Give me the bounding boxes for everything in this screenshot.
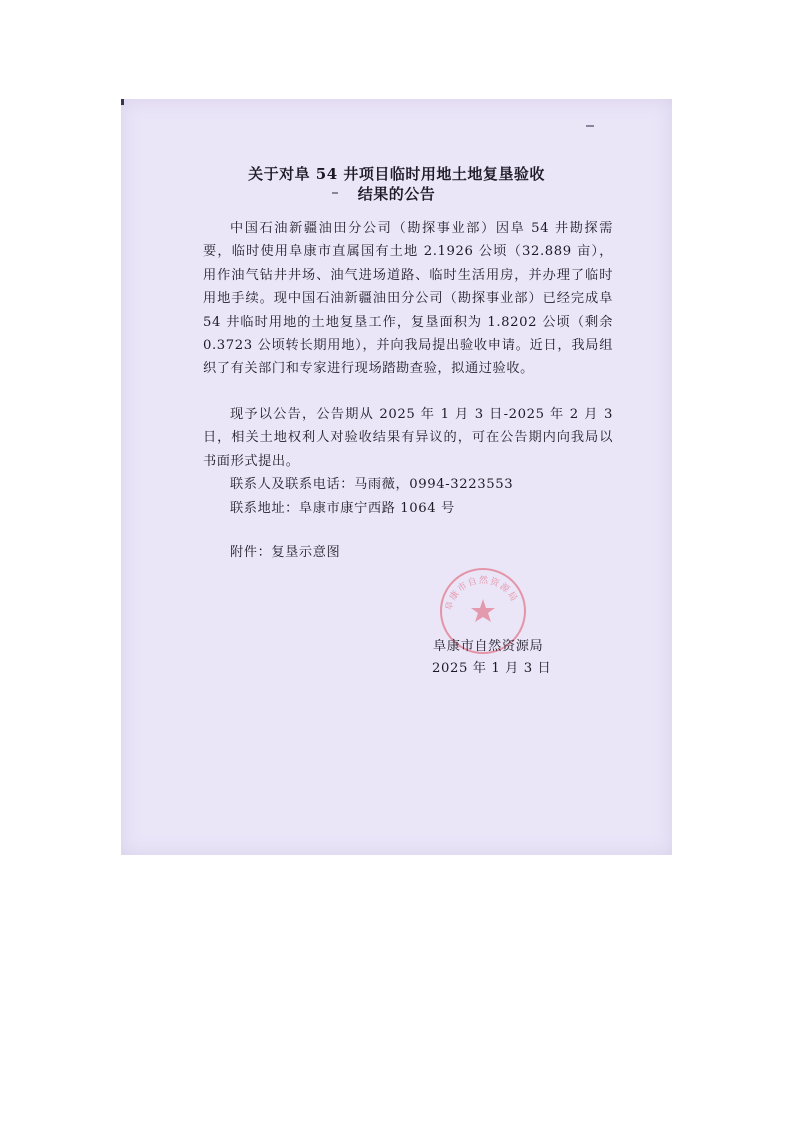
notice-title-line-2: 结果的公告 bbox=[357, 185, 436, 203]
body-paragraph-1: 中国石油新疆油田分公司（勘探事业部）因阜 54 井勘探需要，临时使用阜康市直属国有土地 2.1926 公顷（32.889 亩），用作油气钻井井场、油气进场道路、临时生活用房，并办理了临时用地手续。现中国石油新疆油田分公司（勘探事业部）已经完成阜 54 井临时用地的土地复垦工作，复垦面积为 1.8202 公顷（剩余 0.3723 公顷转长期用地），并向我局提出验收申请。近日，我局组织了有关部门和专家进行现场踏勘查验，拟通过验收。 bbox=[203, 221, 613, 377]
address-line: 联系地址：阜康市康宁西路 1064 号 bbox=[230, 501, 455, 516]
scanned-page bbox=[121, 99, 672, 855]
body-paragraph-2: 现予以公告，公告期从 2025 年 1 月 3 日-2025 年 2 月 3 日，相关土地权利人对验收结果有异议的，可在公告期内向我局以书面形式提出。 bbox=[203, 407, 613, 469]
scan-speck bbox=[332, 192, 338, 194]
signer-name: 阜康市自然资源局 bbox=[433, 639, 544, 654]
contact-line: 联系人及联系电话：马雨薇，0994-3223553 bbox=[230, 477, 514, 492]
attachment-line: 附件：复垦示意图 bbox=[230, 545, 341, 560]
scan-edge-mark bbox=[121, 99, 124, 105]
signing-date: 2025 年 1 月 3 日 bbox=[432, 661, 552, 676]
svg-text:阜康市自然资源局: 阜康市自然资源局 bbox=[444, 575, 520, 612]
notice-title-line-1: 关于对阜 54 井项目临时用地土地复垦验收 bbox=[248, 165, 545, 183]
notice-document bbox=[121, 99, 672, 855]
scan-speck bbox=[586, 125, 594, 127]
